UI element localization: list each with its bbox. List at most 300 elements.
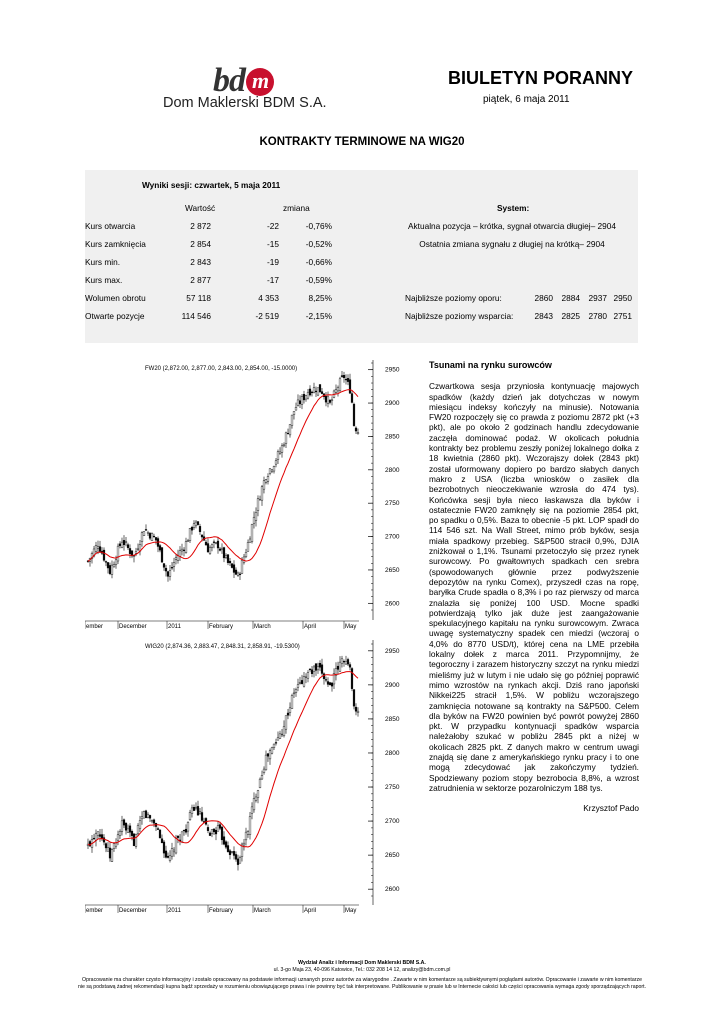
row-label: Kurs otwarcia	[85, 221, 136, 231]
candle-body	[135, 551, 137, 553]
candles	[87, 371, 359, 582]
y-tick-label: 2750	[385, 500, 400, 508]
candle-body	[301, 396, 303, 404]
candle-body	[249, 817, 251, 835]
candle-body	[353, 404, 355, 426]
candle-body	[347, 378, 349, 381]
candle-body	[193, 524, 195, 528]
candle-body	[291, 415, 293, 426]
candle-body	[121, 821, 123, 831]
candle-body	[119, 544, 121, 546]
candle-body	[181, 549, 183, 551]
candle-body	[273, 466, 275, 471]
row-label: Otwarte pozycje	[85, 311, 145, 321]
candle-body	[169, 570, 171, 576]
candle-body	[189, 528, 191, 540]
candle-body	[221, 548, 223, 549]
footer-address: ul. 3-go Maja 23, 40-096 Katowice, Tel.: 032 208 14 12, analizy@bdm.com.pl	[273, 967, 451, 973]
candle-body	[247, 542, 249, 551]
candle-body	[117, 835, 119, 840]
candle-body	[331, 683, 333, 686]
candle-body	[229, 851, 231, 855]
candle-body	[141, 533, 143, 542]
y-tick-label: 2900	[385, 681, 400, 689]
candle-body	[225, 555, 227, 557]
candle-body	[187, 541, 189, 542]
candle-body	[97, 832, 99, 836]
candle-body	[331, 400, 333, 401]
candle-body	[341, 659, 343, 664]
candle-body	[227, 846, 229, 852]
candle-body	[175, 838, 177, 853]
candle-body	[309, 389, 311, 395]
row-change-pct: -0,52%	[305, 239, 332, 249]
candle-body	[111, 850, 113, 862]
candle-body	[293, 411, 295, 414]
document-date: piątek, 6 maja 2011	[483, 94, 570, 105]
y-tick-label: 2950	[385, 366, 400, 374]
candle-body	[307, 392, 309, 398]
candle-body	[321, 665, 323, 674]
candle-body	[123, 820, 125, 825]
candle-body	[347, 659, 349, 664]
footer-disclaimer-1: Opracowanie ma charakter czysto informacyjny i zostało opracowany na podstawie informacji uznanych przez autorów za wiarygodne . Zawarte w nim komentarze są subiektywnymi poglądami autorów. Opracowanie i zawarte w nim komentarze	[82, 977, 642, 983]
candle-body	[335, 389, 337, 392]
candle-body	[289, 424, 291, 434]
candle-body	[233, 565, 235, 573]
candle-body	[351, 394, 353, 403]
candle-body	[301, 680, 303, 683]
x-tick-label: December	[119, 908, 147, 914]
row-label: Wolumen obrotu	[85, 293, 146, 303]
article-body: Czwartkowa sesja przyniosła kontynuację majowych spadków (każdy dzień jak dotychczas w nowym miesiącu indeksy kończyły na minusie). Notowania FW20 rozpoczęły się co prawda z poziomu 2872 pkt (+3 pkt), ale po około 2 godzinach handlu zdecydowanie zaczęła dominować podaż. W okolicach południa kontrakty bez problemu zeszły poniżej lokalnego dołka z 18 kwietnia (2860 pkt). Wczorajszy dołek (2843 pkt) został uformowany dopiero po bardzo słabych danych makro z USA (liczba wniosków o zasiłek dla bezrobotnych nieoczekiwanie wzrosła do 474 tys). Końcówka sesji była nieco łaskawsza dla byków i ostatecznie FW20 zamknęły się na poziomie 2854 pkt, po spadku o 0,5%. Baza to obecnie -5 pkt. LOP spadł do 114 546 szt. Na Wall Street, mimo prób byków, sesja miała spadkowy przebieg. S&P500 stracił 0,9%, DJIA zniżkował o 1,1%. Tsunami przetoczyło się przez rynek surowcowy. Po gwałtownych spadkach cen srebra (spowodowanych głównie przez podwyższenie depozytów na rynku Comex), przyszedł czas na ropę, baryłka Crude spadła o 8,3% i po raz pierwszy od marca znalazła się poniżej 100 USD. Mocne spadki potwierdzają tylko jak duże jest zaangażowanie spekulacyjnego kapitału na rynku surowcowym. Zwraca uwagę systematyczny spadek cen miedzi (wczoraj o 4,0% do 8770 USD/t), której cena na LME przebiła lokalny dołek z marca 2011. Przypomnijmy, że tegoroczny i zarazem historyczny szczyt na rynku miedzi mieliśmy już w lutym i nie udało się go później poprawić mimo wzrostów na rynkach akcji. Dziś rano japoński Nikkei225 stracił 1,5%. W pobliżu wczorajszego zamknięcia notowane są kontrakty na S&P500. Celem dla byków na FW20 powinien być powrót powyżej 2860 pkt. W przypadku kontynuacji spadków wsparcia należałoby szukać w pobliżu 2845 pkt a niżej w okolicach 2825 pkt. Z danych makro w centrum uwagi znajdą się dane z amerykańskiego rynku pracy i to one mogą zdecydować jak zakończymy tydzień. Spodziewany poziom stopy bezrobocia 8,8%, a wzrost zatrudnienia w sektorze pozarolniczym 188 tys.	[429, 381, 639, 793]
logo-mark-text: bd	[213, 62, 245, 99]
y-tick-label: 2650	[385, 852, 400, 860]
candle-body	[217, 541, 219, 548]
candle-body	[233, 851, 235, 855]
row-label: Kurs zamknięcia	[85, 239, 146, 249]
system-last-change: Ostatnia zmiana sygnału z długiej na krótką– 2904	[419, 239, 605, 249]
candle-body	[259, 779, 261, 788]
candle-body	[251, 807, 253, 813]
row-change-pct: -0,76%	[305, 221, 332, 231]
candle-body	[299, 682, 301, 683]
candle-body	[199, 526, 201, 531]
candle-body	[139, 820, 141, 828]
candle-body	[237, 859, 239, 865]
candle-body	[223, 548, 225, 558]
candle-body	[261, 775, 263, 779]
candle-body	[257, 791, 259, 798]
row-change: 4 353	[258, 293, 279, 303]
candle-body	[303, 676, 305, 686]
candle-body	[267, 476, 269, 481]
candle-body	[321, 392, 323, 394]
candle-body	[353, 690, 355, 707]
candle-body	[235, 570, 237, 574]
candle-body	[165, 851, 167, 857]
session-results-panel	[85, 170, 638, 343]
candle-body	[269, 751, 271, 759]
candle-body	[93, 838, 95, 839]
candle-body	[129, 826, 131, 832]
candle-body	[107, 562, 109, 567]
candle-body	[249, 539, 251, 543]
candle-body	[159, 830, 161, 838]
x-tick-label: April	[304, 908, 317, 914]
candle-body	[125, 823, 127, 830]
candle-body	[239, 857, 241, 863]
candle-body	[211, 545, 213, 548]
candle-body	[171, 567, 173, 568]
y-tick-label: 2850	[385, 433, 400, 441]
candle-body	[303, 394, 305, 400]
candle-body	[149, 533, 151, 538]
candle-body	[143, 532, 145, 536]
candle-body	[111, 565, 113, 574]
x-tick-label: May	[345, 624, 357, 630]
candle-body	[195, 522, 197, 526]
candle-body	[191, 527, 193, 530]
row-value: 114 546	[181, 311, 211, 321]
candle-body	[337, 666, 339, 669]
row-change: -2 519	[255, 311, 279, 321]
candle-body	[129, 548, 131, 553]
candle-body	[187, 822, 189, 831]
candle-body	[103, 838, 105, 842]
candle-body	[197, 806, 199, 815]
candle-body	[227, 555, 229, 563]
support-label: Najbliższe poziomy wsparcia:	[405, 311, 514, 321]
chart-title: WIG20 (2,874.36, 2,883.47, 2,848.31, 2,858.91, -19.5300)	[145, 644, 300, 650]
candle-body	[157, 829, 159, 830]
candle-body	[215, 543, 217, 544]
candle-body	[193, 807, 195, 810]
candle-body	[339, 379, 341, 391]
candle-body	[313, 667, 315, 672]
candle-body	[133, 834, 135, 846]
candle-body	[231, 852, 233, 853]
market-commentary	[429, 360, 639, 813]
candle-body	[289, 708, 291, 713]
x-tick-label: May	[345, 908, 357, 914]
candle-body	[99, 835, 101, 837]
candle-body	[329, 683, 331, 685]
candle-body	[211, 829, 213, 833]
candle-body	[319, 384, 321, 392]
candle-body	[161, 548, 163, 563]
candle-body	[151, 820, 153, 821]
candle-body	[123, 540, 125, 545]
candle-body	[119, 831, 121, 836]
candle-body	[281, 734, 283, 735]
bdm-logo	[163, 62, 327, 114]
candle-body	[327, 682, 329, 685]
candle-body	[219, 825, 221, 829]
candle-body	[259, 499, 261, 500]
row-value: 2 877	[190, 275, 211, 285]
candle-body	[237, 573, 239, 575]
candle-body	[351, 668, 353, 688]
candle-body	[293, 693, 295, 694]
y-tick-label: 2600	[385, 600, 400, 608]
moving-average-line	[88, 390, 358, 562]
footer	[0, 960, 724, 991]
candle-body	[209, 833, 211, 836]
support-level: 2780	[588, 311, 607, 321]
candle-body	[261, 487, 263, 500]
candle-body	[283, 445, 285, 446]
x-tick-label: ember	[86, 624, 104, 630]
x-tick-label: 2011	[168, 908, 181, 914]
candle-body	[175, 558, 177, 560]
candle-body	[357, 433, 359, 434]
resistance-level: 2860	[534, 293, 553, 303]
candle-body	[345, 661, 347, 664]
candle-body	[135, 834, 137, 846]
candle-body	[231, 564, 233, 568]
article-author: Krzysztof Pado	[583, 803, 639, 814]
row-value: 2 872	[190, 221, 211, 231]
candle-body	[185, 829, 187, 832]
candle-body	[207, 827, 209, 830]
candle-body	[133, 556, 135, 557]
candle-body	[179, 551, 181, 557]
candle-body	[279, 452, 281, 453]
candle-body	[271, 470, 273, 471]
row-change-pct: -0,66%	[305, 257, 332, 267]
candle-body	[101, 835, 103, 839]
candle-body	[137, 549, 139, 550]
candle-body	[307, 672, 309, 678]
fw20-chart	[85, 358, 415, 636]
candle-body	[113, 844, 115, 849]
candle-body	[163, 842, 165, 853]
candle-body	[285, 433, 287, 444]
candle-body	[201, 812, 203, 820]
candle-body	[167, 856, 169, 857]
logo-mark	[213, 64, 274, 98]
resistance-level: 2937	[588, 293, 607, 303]
y-tick-label: 2700	[385, 818, 400, 826]
candle-body	[99, 547, 101, 552]
candle-body	[357, 711, 359, 713]
candle-body	[173, 563, 175, 567]
results-heading: Wyniki sesji: czwartek, 5 maja 2011	[142, 180, 281, 190]
candle-body	[229, 561, 231, 563]
candle-body	[251, 524, 253, 541]
candle-body	[255, 797, 257, 801]
candle-body	[327, 397, 329, 404]
candle-body	[183, 550, 185, 551]
candle-body	[243, 843, 245, 845]
row-change-pct: -2,15%	[305, 311, 332, 321]
y-tick-label: 2950	[385, 647, 400, 655]
candle-body	[109, 565, 111, 573]
candle-body	[305, 677, 307, 678]
candle-body	[183, 830, 185, 831]
candle-body	[107, 847, 109, 851]
candle-body	[317, 666, 319, 670]
candle-body	[241, 560, 243, 573]
candle-body	[299, 401, 301, 404]
candle-body	[349, 665, 351, 668]
document-title: BIULETYN PORANNY	[448, 68, 634, 88]
candle-body	[329, 400, 331, 402]
candle-body	[145, 811, 147, 818]
candle-body	[169, 855, 171, 860]
resistance-level: 2950	[613, 293, 632, 303]
candle-body	[209, 547, 211, 553]
candle-body	[275, 742, 277, 743]
candle-body	[245, 832, 247, 840]
y-tick-label: 2850	[385, 715, 400, 723]
x-tick-label: March	[254, 624, 271, 630]
candle-body	[283, 726, 285, 735]
y-tick-label: 2650	[385, 566, 400, 574]
candle-body	[253, 517, 255, 523]
y-tick-label: 2700	[385, 533, 400, 541]
y-tick-label: 2900	[385, 400, 400, 408]
candle-body	[215, 830, 217, 834]
row-value: 2 843	[190, 257, 211, 267]
candle-body	[245, 552, 247, 556]
candle-body	[105, 844, 107, 848]
candle-body	[159, 546, 161, 551]
candle-body	[97, 546, 99, 548]
candle-body	[305, 395, 307, 399]
candle-body	[201, 535, 203, 537]
candle-body	[213, 542, 215, 543]
wig20-chart	[85, 636, 415, 921]
candle-body	[163, 564, 165, 568]
x-tick-label: February	[209, 908, 234, 914]
x-tick-label: February	[209, 624, 234, 630]
candle-body	[355, 428, 357, 431]
row-label: Kurs max.	[85, 275, 123, 285]
candle-body	[315, 664, 317, 671]
chart-title: FW20 (2,872.00, 2,877.00, 2,843.00, 2,854.00, -15.0000)	[145, 366, 298, 372]
candle-body	[167, 572, 169, 577]
candle-body	[205, 542, 207, 545]
candle-body	[181, 832, 183, 842]
candle-body	[117, 546, 119, 561]
candle-body	[165, 568, 167, 571]
candle-body	[149, 815, 151, 818]
candle-body	[313, 388, 315, 393]
candle-body	[147, 532, 149, 533]
row-change: -19	[267, 257, 279, 267]
candle-body	[197, 522, 199, 525]
candle-body	[221, 827, 223, 840]
candle-body	[277, 452, 279, 460]
x-tick-label: April	[304, 624, 317, 630]
row-value: 57 118	[186, 293, 211, 303]
x-tick-label: ember	[86, 908, 104, 914]
candle-body	[95, 545, 97, 551]
candle-body	[297, 685, 299, 688]
candle-body	[319, 663, 321, 667]
system-position: Aktualna pozycja – krótka, sygnał otwarcia długiej– 2904	[407, 221, 616, 231]
candle-body	[235, 854, 237, 859]
candle-body	[153, 536, 155, 537]
footer-department: Wydział Analiz i Informacji Dom Maklerski BDM S.A.	[298, 960, 426, 966]
candle-body	[155, 537, 157, 540]
candle-body	[239, 574, 241, 575]
x-tick-label: December	[119, 624, 147, 630]
candle-body	[255, 512, 257, 520]
candle-body	[113, 564, 115, 567]
row-change: -15	[267, 239, 279, 249]
candle-body	[105, 561, 107, 562]
support-level: 2843	[534, 311, 553, 321]
candle-body	[147, 814, 149, 817]
candle-body	[121, 542, 123, 547]
candle-body	[263, 769, 265, 773]
moving-average-line	[88, 672, 358, 847]
candle-body	[275, 461, 277, 464]
candle-body	[103, 550, 105, 560]
col-system-header: System:	[497, 203, 530, 213]
row-change: -22	[267, 221, 279, 231]
candle-body	[253, 798, 255, 810]
candle-body	[265, 480, 267, 483]
candle-body	[341, 376, 343, 377]
candle-body	[247, 831, 249, 834]
candle-body	[225, 842, 227, 847]
candle-body	[131, 831, 133, 835]
candle-body	[217, 825, 219, 831]
candle-body	[295, 689, 297, 692]
candle-body	[317, 388, 319, 395]
candle-body	[295, 407, 297, 410]
section-title: KONTRAKTY TERMINOWE NA WIG20	[259, 136, 465, 148]
fw20-candlestick-chart	[85, 358, 415, 636]
candle-body	[115, 560, 117, 565]
row-value: 2 854	[190, 239, 211, 249]
candle-body	[309, 669, 311, 670]
candle-body	[145, 529, 147, 530]
support-level: 2751	[613, 311, 632, 321]
resistance-level: 2884	[561, 293, 580, 303]
candle-body	[339, 662, 341, 671]
y-tick-label: 2600	[385, 886, 400, 894]
candle-body	[345, 379, 347, 380]
candle-body	[127, 829, 129, 833]
y-tick-label: 2800	[385, 749, 400, 757]
candle-body	[267, 754, 269, 757]
candle-body	[199, 812, 201, 814]
candle-body	[337, 387, 339, 391]
col-value-header: Wartość	[185, 203, 216, 213]
candle-body	[277, 737, 279, 740]
candle-body	[223, 837, 225, 844]
y-tick-label: 2750	[385, 784, 400, 792]
candle-body	[189, 812, 191, 820]
candle-body	[349, 380, 351, 394]
support-level: 2825	[561, 311, 580, 321]
candle-body	[343, 661, 345, 662]
candle-body	[285, 716, 287, 730]
candle-body	[281, 446, 283, 453]
candle-body	[185, 542, 187, 553]
candle-body	[263, 481, 265, 489]
row-change-pct: 8,25%	[308, 293, 332, 303]
candle-body	[269, 469, 271, 473]
logo-mark-accent: m	[246, 68, 274, 96]
candle-body	[125, 541, 127, 542]
candle-body	[143, 811, 145, 818]
